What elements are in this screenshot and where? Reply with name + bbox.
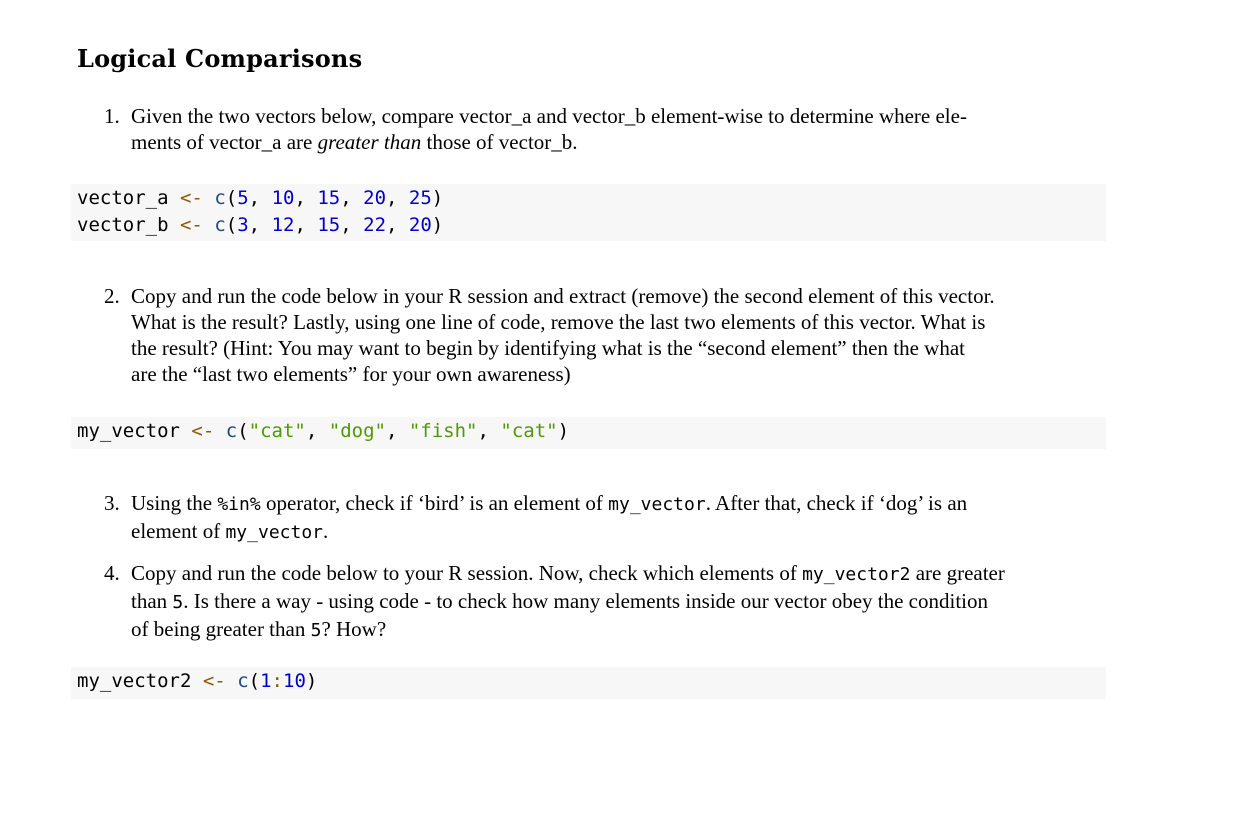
code-number: 12 [271, 214, 295, 236]
item-text-segment: those of vector_b. [421, 130, 578, 154]
code-operator: <- [191, 420, 215, 442]
code-function: c [214, 187, 226, 209]
code-operator: <- [202, 670, 226, 692]
code-block-vectors[interactable]: vector_a <- c(5, 10, 15, 20, 25) vector_b <- c(3, 12, 15, 22, 20) [71, 184, 1106, 241]
code-function: c [214, 214, 226, 236]
item-text [131, 560, 1104, 644]
code-number: 15 [317, 214, 341, 236]
item-text-segment: Copy and run the code below to your R session. Now, check which elements of [131, 561, 803, 585]
item-text-line: What is the result? Lastly, using one line of code, remove the last two elements of this vector. What is [131, 310, 986, 334]
item-text-segment: . [323, 519, 329, 543]
code-string: "cat" [248, 420, 306, 442]
inline-code: my_vector [608, 494, 706, 515]
code-operator: : [271, 670, 283, 692]
code-string: "fish" [408, 420, 478, 442]
list-item-4 [104, 560, 1104, 644]
item-text-segment: ments of vector_a are [131, 130, 318, 154]
code-number: 5 [237, 187, 249, 209]
inline-code: my_vector2 [802, 564, 911, 585]
code-number: 15 [317, 187, 341, 209]
item-number: 2. [104, 284, 120, 308]
inline-code: 5 [310, 620, 322, 641]
item-text-segment: are greater [910, 561, 1005, 585]
code-variable: vector_a [77, 187, 169, 209]
item-text-segment: . Is there a way - using code - to check how many elements inside our vector obey the condition [183, 589, 989, 613]
code-number: 20 [363, 187, 387, 209]
item-text-line: are the “last two elements” for your own awareness) [131, 362, 571, 386]
code-function: c [237, 670, 249, 692]
item-text-line: the result? (Hint: You may want to begin by identifying what is the “second element” then the what [131, 336, 965, 360]
code-string: "cat" [500, 420, 558, 442]
inline-code: 5 [172, 592, 184, 613]
code-operator: <- [179, 187, 203, 209]
list-item-2 [104, 283, 1104, 387]
item-text-segment: of being greater than [131, 617, 311, 641]
item-number: 1. [104, 104, 120, 128]
code-variable: my_vector [77, 420, 180, 442]
emphasis-text: greater than [317, 130, 422, 154]
item-text [131, 103, 1104, 155]
code-function: c [225, 420, 238, 442]
code-number: 22 [363, 214, 387, 236]
item-text [131, 283, 1104, 387]
item-text-line: Given the two vectors below, compare vector_a and vector_b element-wise to determine where ele- [131, 104, 967, 128]
code-string: "dog" [328, 420, 386, 442]
item-text-segment: element of [131, 519, 226, 543]
item-text-segment: ? How? [321, 617, 387, 641]
item-text-segment: Using the [131, 491, 218, 515]
item-number: 3. [104, 491, 120, 515]
code-variable: my_vector2 [77, 670, 192, 692]
list-item-1 [104, 103, 1104, 155]
code-number: 10 [283, 670, 306, 692]
item-text-line: Copy and run the code below in your R session and extract (remove) the second element of this vector. [131, 284, 995, 308]
item-number: 4. [104, 561, 120, 585]
code-block-my-vector[interactable]: my_vector <- c("cat", "dog", "fish", "cat") [71, 417, 1106, 449]
code-number: 10 [271, 187, 295, 209]
code-number: 20 [408, 214, 432, 236]
inline-code: my_vector [225, 522, 324, 543]
code-operator: <- [179, 214, 203, 236]
item-text-segment: . After that, check if ‘dog’ is an [705, 491, 968, 515]
code-block-my-vector2[interactable]: my_vector2 <- c(1:10) [71, 667, 1106, 699]
list-item-3 [104, 490, 1104, 546]
code-number: 3 [237, 214, 249, 236]
code-number: 1 [260, 670, 272, 692]
inline-code: %in% [217, 494, 261, 515]
code-number: 25 [408, 187, 432, 209]
section-title: Logical Comparisons [77, 44, 363, 73]
item-text [131, 490, 1104, 546]
code-variable: vector_b [77, 214, 169, 236]
item-text-segment: operator, check if ‘bird’ is an element of [260, 491, 609, 515]
item-text-segment: than [131, 589, 173, 613]
